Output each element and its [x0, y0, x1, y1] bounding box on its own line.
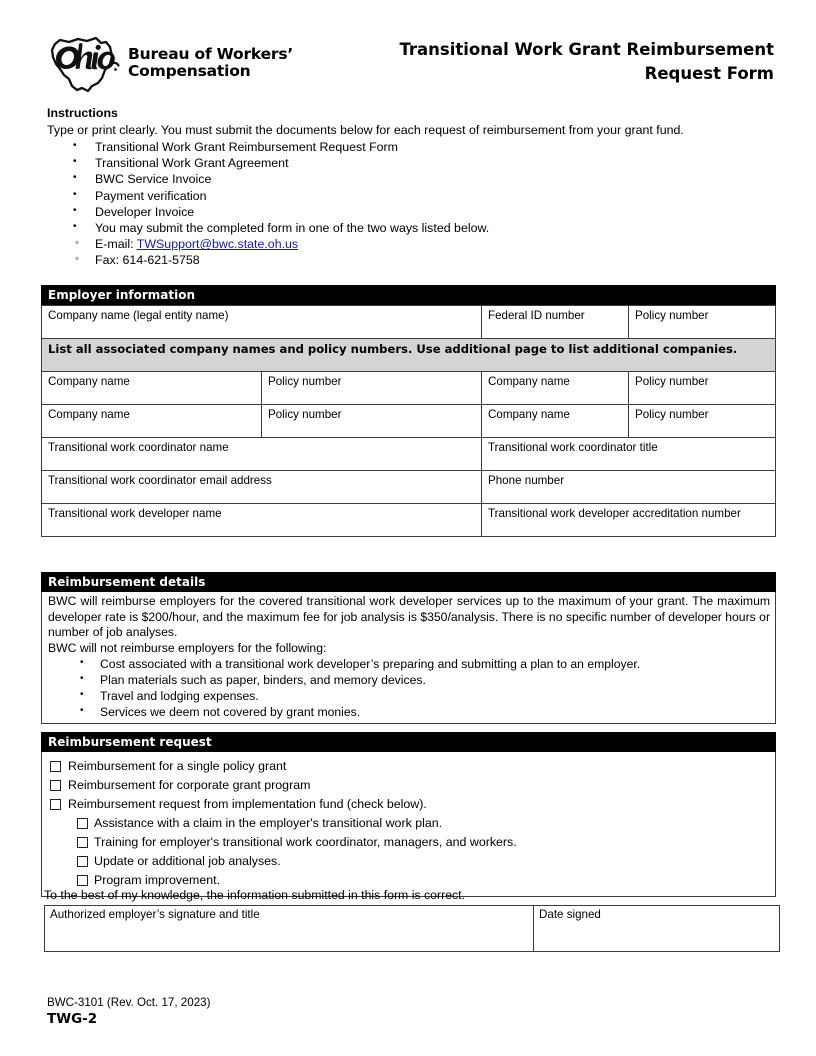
employer-information-table: [41, 305, 776, 537]
suboption-claim-assistance[interactable]: [50, 814, 770, 832]
page-title: [354, 38, 774, 86]
suboption-label: Training for employer's transitional work coordinator, managers, and workers.: [94, 835, 517, 849]
instructions-lead: Type or print clearly. You must submit the documents below for each request of reimbursement from your grant fund.: [47, 123, 684, 137]
table-row: [42, 306, 776, 339]
checkbox-icon[interactable]: [50, 799, 61, 810]
phone-number-field[interactable]: Phone number: [482, 471, 776, 504]
ohio-bwc-logo-icon: [44, 31, 122, 95]
option-label: Reimbursement for corporate grant program: [68, 778, 311, 792]
policy-number-field[interactable]: Policy number: [629, 306, 776, 339]
suboption-training[interactable]: [50, 833, 770, 851]
agency-name: [128, 46, 293, 81]
option-label: Reimbursement request from implementation fund (check below).: [68, 797, 427, 811]
assoc-policy-number-3[interactable]: Policy number: [262, 405, 482, 438]
suboption-job-analyses[interactable]: [50, 852, 770, 870]
assoc-policy-number-1[interactable]: Policy number: [262, 372, 482, 405]
list-item: • You may submit the completed form in one of the two ways listed below.: [95, 220, 777, 236]
form-revision: BWC-3101 (Rev. Oct. 17, 2023): [47, 996, 211, 1009]
company-name-field[interactable]: Company name (legal entity name): [42, 306, 482, 339]
support-email-link[interactable]: TWSupport@bwc.state.oh.us: [136, 237, 299, 252]
list-item: • BWC Service Invoice: [95, 171, 777, 187]
option-label: Reimbursement for a single policy grant: [68, 759, 287, 773]
checkbox-icon[interactable]: [77, 856, 88, 867]
employer-information-section: [41, 285, 776, 537]
list-item: • Payment verification: [95, 188, 777, 204]
list-item: • Transitional Work Grant Reimbursement Request Form: [95, 139, 777, 155]
list-item: • Transitional Work Grant Agreement: [95, 155, 777, 171]
option-corporate-grant-program[interactable]: [50, 776, 770, 794]
list-item: • Developer Invoice: [95, 204, 777, 220]
list-item: • Services we deem not covered by grant monies.: [100, 704, 770, 720]
attestation-text: To the best of my knowledge, the information submitted in this form is correct.: [44, 888, 466, 902]
list-item: • Cost associated with a transitional work developer’s preparing and submitting a plan to an employer.: [100, 656, 770, 672]
reimbursement-details-header: Reimbursement details: [41, 572, 776, 592]
agency-name-line1: Bureau of Workers’: [128, 44, 294, 63]
checkbox-icon[interactable]: [50, 761, 61, 772]
date-signed-field[interactable]: Date signed: [534, 906, 780, 952]
submission-method-fax: ◦ Fax: 614-621-5758: [95, 252, 777, 268]
table-row: [42, 405, 776, 438]
employer-information-header: Employer information: [41, 285, 776, 305]
submission-method-email: [95, 236, 777, 252]
checkbox-icon[interactable]: [77, 818, 88, 829]
agency-name-line2: Compensation: [128, 62, 251, 80]
form-code: TWG-2: [47, 1011, 98, 1027]
table-row: [42, 438, 776, 471]
reimbursement-request-options: [41, 752, 776, 897]
federal-id-field[interactable]: Federal ID number: [482, 306, 629, 339]
page-title-line1: Transitional Work Grant Reimbursement: [399, 40, 774, 59]
coordinator-name-field[interactable]: Transitional work coordinator name: [42, 438, 482, 471]
coordinator-title-field[interactable]: Transitional work coordinator title: [482, 438, 776, 471]
checkbox-icon[interactable]: [50, 780, 61, 791]
option-implementation-fund[interactable]: [50, 795, 770, 813]
reimbursement-details-paragraph-2: BWC will not reimburse employers for the following:: [48, 640, 327, 655]
list-item: • Plan materials such as paper, binders, and memory devices.: [100, 672, 770, 688]
page-header: [0, 0, 816, 100]
table-row: [42, 471, 776, 504]
reimbursement-details-section: [41, 572, 776, 724]
reimbursement-request-header: Reimbursement request: [41, 732, 776, 752]
suboption-label: Program improvement.: [94, 873, 221, 887]
assoc-policy-number-2[interactable]: Policy number: [629, 372, 776, 405]
signature-field[interactable]: Authorized employer’s signature and title: [45, 906, 534, 952]
signature-table: [44, 905, 780, 952]
suboption-label: Assistance with a claim in the employer's transitional work plan.: [94, 816, 443, 830]
reimbursement-details-paragraph-1: BWC will reimburse employers for the covered transitional work developer services up to the maximum of your grant. The maximum developer rate is $200/hour, and the maximum fee for job analysis is $350/analysis. There is no specific number of developer hours or number of job analyses.: [48, 594, 770, 640]
suboption-label: Update or additional job analyses.: [94, 854, 281, 868]
table-row: [42, 372, 776, 405]
email-label: E-mail:: [95, 237, 137, 252]
assoc-company-name-3[interactable]: Company name: [42, 405, 262, 438]
page-title-line2: Request Form: [644, 64, 774, 83]
list-item: • Travel and lodging expenses.: [100, 688, 770, 704]
associated-companies-note: List all associated company names and policy numbers. Use additional page to list additional companies.: [42, 339, 776, 372]
table-row: [42, 339, 776, 372]
submission-methods-list: [47, 236, 777, 268]
developer-name-field[interactable]: Transitional work developer name: [42, 504, 482, 537]
table-row: [42, 504, 776, 537]
suboption-program-improvement[interactable]: [50, 871, 770, 889]
developer-accreditation-field[interactable]: Transitional work developer accreditation number: [482, 504, 776, 537]
assoc-company-name-2[interactable]: Company name: [482, 372, 629, 405]
required-documents-list: [47, 139, 777, 236]
exclusions-list: [48, 656, 770, 720]
coordinator-email-field[interactable]: Transitional work coordinator email address: [42, 471, 482, 504]
reimbursement-request-section: [41, 732, 776, 897]
signature-section: [44, 888, 779, 952]
option-single-policy-grant[interactable]: [50, 757, 770, 775]
checkbox-icon[interactable]: [77, 837, 88, 848]
assoc-policy-number-4[interactable]: Policy number: [629, 405, 776, 438]
table-row: [45, 906, 780, 952]
checkbox-icon[interactable]: [77, 875, 88, 886]
instructions-heading: Instructions: [47, 106, 118, 120]
reimbursement-details-body: [41, 592, 776, 724]
agency-logo-block: [44, 31, 293, 95]
page-footer: [47, 995, 210, 1028]
assoc-company-name-1[interactable]: Company name: [42, 372, 262, 405]
instructions-section: [47, 106, 777, 269]
assoc-company-name-4[interactable]: Company name: [482, 405, 629, 438]
